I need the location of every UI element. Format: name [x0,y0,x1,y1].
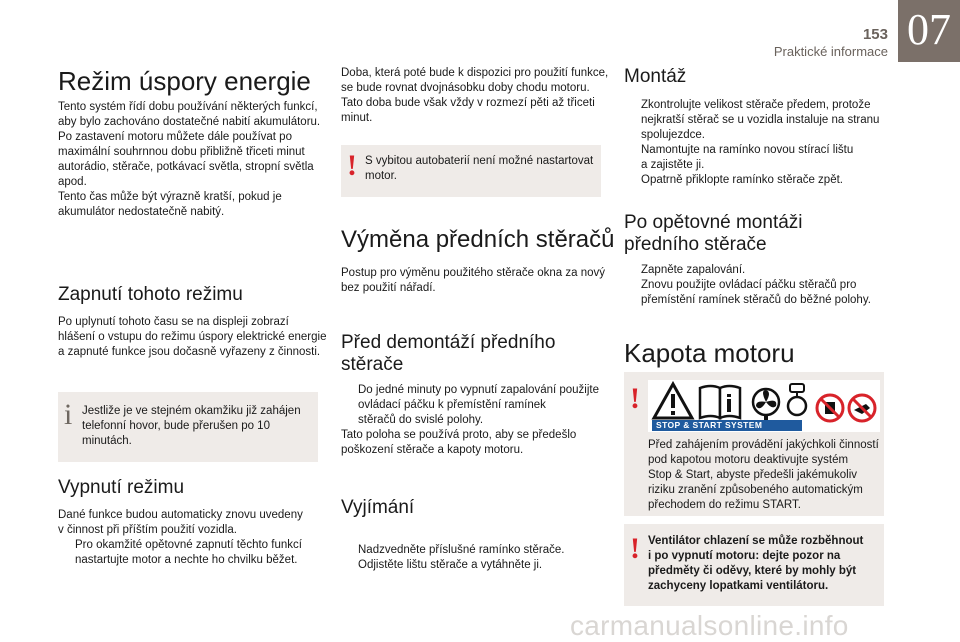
title-wiper-replacement: Výměna předních stěračů [341,226,615,253]
heading-line: předního stěrače [624,234,767,255]
text-line: i po vypnutí motoru: dejte pozor na [648,550,841,562]
heading-line: stěrače [341,354,404,375]
watermark: carmanualsonline.info [570,610,849,641]
list-item [341,383,611,428]
activation-text [58,315,328,360]
text-line: Před zahájením provádění jakýchkoli činností [648,439,879,451]
heading-line: Po opětovné montáži [624,212,803,233]
text-line: Jestliže je ve stejném okamžiku již zahájen [82,405,301,417]
no-hands-icon [817,395,843,421]
text-line: Stop & Start, abyste předešli jakémukoliv [648,469,858,481]
text-line: a zajistěte ji. [641,159,705,171]
text-line: v činnost při příštím použití vozidla. [58,524,237,536]
text-line: bez použití nářadí. [341,282,436,294]
text-line: zachyceny lopatkami ventilátoru. [648,580,829,592]
warning-text [365,154,597,184]
text-line: hlášení o vstupu do režimu úspory elektrické energie [58,331,327,343]
belt-icon [788,384,806,415]
list-item [624,173,894,188]
heading-after-refitting [624,212,803,256]
text-line: ovládací páčku k přemístění ramínek [358,399,546,411]
text-line: telefonní hovor, bude přerušen po 10 minutách. [82,420,270,447]
list-item [341,543,611,558]
text-line: Tento systém řídí dobu používání některých funkcí, [58,101,318,113]
stop-start-warning-text [648,438,880,513]
heading-activation: Zapnutí tohoto režimu [58,284,243,305]
text-line: Ventilátor chlazení se může rozběhnout [648,535,864,547]
text-line: Opatrně přiklopte ramínko stěrače zpět. [641,174,843,186]
before-removal-text [341,383,611,458]
text-line: spolujezdce. [641,129,705,141]
safety-pictograms [648,380,880,432]
text-line: aby bylo zachováno dostatečné nabití akumulátoru. [58,116,321,128]
text-line: Znovu použijte ovládací páčku stěračů pro [641,279,857,291]
manual-book-icon [700,386,740,418]
text-line: se bude rovnat dvojnásobku doby chodu motoru. [341,82,590,94]
heading-deactivation: Vypnutí režimu [58,477,185,498]
text-line: stěračů do svislé polohy. [358,414,484,426]
chapter-badge: 07 [898,0,960,62]
text-line: a zapnuté funkce jsou dočasně vyřazeny z činnosti. [58,346,321,358]
text-line: Zkontrolujte velikost stěrače předem, protože [641,99,871,111]
title-bonnet: Kapota motoru [624,338,795,368]
info-box [58,392,318,462]
deactivation-text [58,508,328,568]
text-line: riziku zranění způsobeného automatickým [648,484,863,496]
list-item [341,558,611,573]
text-line: Tato poloha se používá proto, aby se předešlo [341,429,577,441]
info-icon: i [64,398,73,431]
warning-box-battery [341,145,601,197]
text-line: Namontujte na ramínko novou stírací lištu [641,144,854,156]
energy-intro [58,100,328,220]
text-line: Do jedné minuty po vypnutí zapalování použijte [358,384,600,396]
list-item [58,538,328,568]
warning-icon: ! [630,532,640,565]
text-line: apod. [58,176,87,188]
text-line: akumulátor nedostatečně nabitý. [58,206,225,218]
text-line: motor. [365,170,397,182]
text-line: předměty či oděvy, které by mohly být [648,565,857,577]
text-line: Pro okamžité opětovné zapnutí těchto funkcí [75,539,302,551]
text-line: nastartujte motor a nechte ho chvilku běžet. [75,554,298,566]
text-line: Dané funkce budou automaticky znovu uvedeny [58,509,303,521]
info-text [82,404,318,449]
text-line: S vybitou autobaterií není možné nastartovat [365,155,594,167]
warning-icon: ! [630,382,640,415]
text-line: minut. [341,112,373,124]
heading-removal: Vyjímání [341,497,415,518]
section-title: Praktické informace [773,44,888,59]
fitting-list [624,98,894,188]
after-refitting-list [624,263,894,308]
stop-start-label: STOP & START SYSTEM [656,420,763,430]
list-item [624,263,894,278]
text-line: autorádio, stěrače, potkávací světla, stropní světla [58,161,314,173]
text-line: Tato doba bude však vždy v rozmezí pěti až třiceti [341,97,595,109]
text-line: nejkratší stěrač se u vozidla instaluje na stranu [641,114,880,126]
text-line: Doba, která poté bude k dispozici pro použití funkce, [341,67,609,79]
heading-fitting: Montáž [624,66,687,87]
no-dog-icon [849,395,875,421]
text-line: Postup pro výměnu použitého stěrače okna za nový [341,267,606,279]
text-line: přemístění ramínek stěračů do běžné polohy. [641,294,871,306]
fan-warning-text [648,534,880,594]
list-item [624,278,894,308]
hazard-triangle-icon [654,384,692,418]
warning-box-stop-start [624,372,884,516]
list-item [624,98,894,143]
text-line: Tento čas může být výrazně kratší, pokud je [58,191,282,203]
list-item [624,143,894,173]
warning-icon: ! [347,149,357,182]
wiper-intro [341,266,611,296]
heading-before-removal [341,332,555,376]
warning-box-fan [624,524,884,606]
text-line: přechodem do režimu START. [648,499,801,511]
removal-list [341,543,611,573]
text-line: maximální souhrnnou dobu přibližně třiceti minut [58,146,305,158]
page-number: 153 [862,26,888,43]
title-energy-saving: Režim úspory energie [58,66,311,96]
text-line: poškození stěrače a kapoty motoru. [341,444,524,456]
heading-line: Před demontáží předního [341,332,556,353]
duration-text [341,66,611,126]
text-line: Nadzvedněte příslušné ramínko stěrače. [358,544,565,556]
text-line: pod kapotou motoru deaktivujte systém [648,454,849,466]
text-line: Po zastavení motoru můžete dále používat po [58,131,292,143]
text-line: Zapněte zapalování. [641,264,746,276]
text-line: Po uplynutí tohoto času se na displeji zobrazí [58,316,289,328]
text-line: Odjistěte lištu stěrače a vytáhněte ji. [358,559,543,571]
